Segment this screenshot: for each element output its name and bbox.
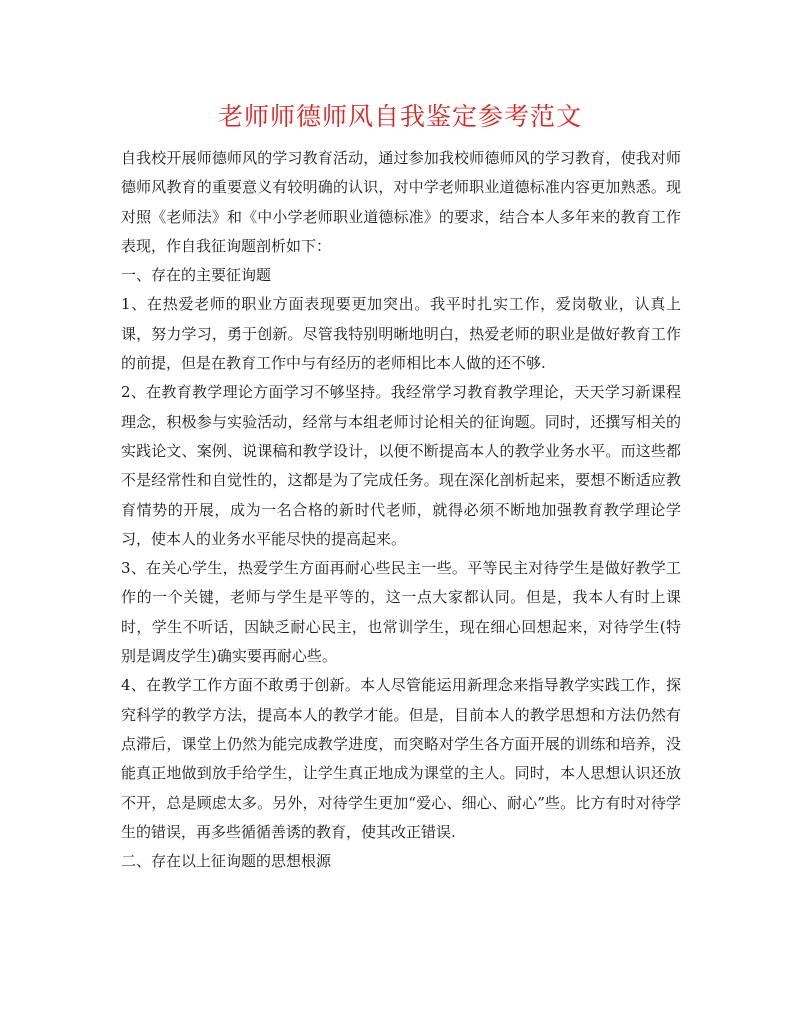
problem-paragraph-1: 1、在热爱老师的职业方面表现要更加突出。我平时扎实工作，爱岗敬业，认真上课，努力学习，勇于创新。尽管我特别明晰地明白，热爱老师的职业是做好教育工作的前提，但是在教育工作中与有经历的老师相比本人做的还不够. [121, 295, 681, 373]
intro-paragraph: 自我校开展师德师风的学习教育活动，通过参加我校师德师风的学习教育，使我对师德师风教育的重要意义有较明确的认识，对中学老师职业道德标准内容更加熟悉。现对照《老师法》和《中小学老师职业道德标准》的要求，结合本人多年来的教育工作表现，作自我征询题剖析如下： [121, 149, 681, 255]
document-title: 老师师德师风自我鉴定参考范文 [217, 102, 582, 131]
section-heading-2: 二、存在以上征询题的思想根源 [121, 852, 332, 871]
problem-paragraph-2: 2、在教育教学理论方面学习不够坚持。我经常学习教育教学理论，天天学习新课程理念，积极参与实验活动，经常与本组老师讨论相关的征询题。同时，还撰写相关的实践论文、案例、说课稿和教学设计，以便不断提高本人的教学业务水平。而这些都不是经常性和自觉性的，这都是为了完成任务。现在深化剖析起来，要想不断适应教育情势的开展，成为一名合格的新时代老师，就得必须不断地加强教育教学理论学习，使本人的业务水平能尽快的提高起来。 [121, 383, 681, 548]
document-body [121, 144, 681, 876]
problem-paragraph-4: 4、在教学工作方面不敢勇于创新。本人尽管能运用新理念来指导教学实践工作，探究科学的教学方法，提高本人的教学才能。但是，目前本人的教学思想和方法仍然有点滞后，课堂上仍然为能完成教学进度，而突略对学生各方面开展的训练和培养，没能真正地做到放手给学生，让学生真正地成为课堂的主人。同时，本人思想认识还放不开，总是顾虑太多。另外，对待学生更加“爱心、细心、耐心”些。比方有时对待学生的错误，再多些循循善诱的教育，使其改正错误. [121, 676, 681, 841]
section-heading-1: 一、存在的主要征询题 [121, 266, 272, 285]
problem-paragraph-3: 3、在关心学生，热爱学生方面再耐心些民主一些。平等民主对待学生是做好教学工作的一个关键，老师与学生是平等的，这一点大家都认同。但是，我本人有时上课时，学生不听话，因缺乏耐心民主，也常训学生，现在细心回想起来，对待学生(特别是调皮学生)确实要再耐心些。 [121, 559, 681, 666]
